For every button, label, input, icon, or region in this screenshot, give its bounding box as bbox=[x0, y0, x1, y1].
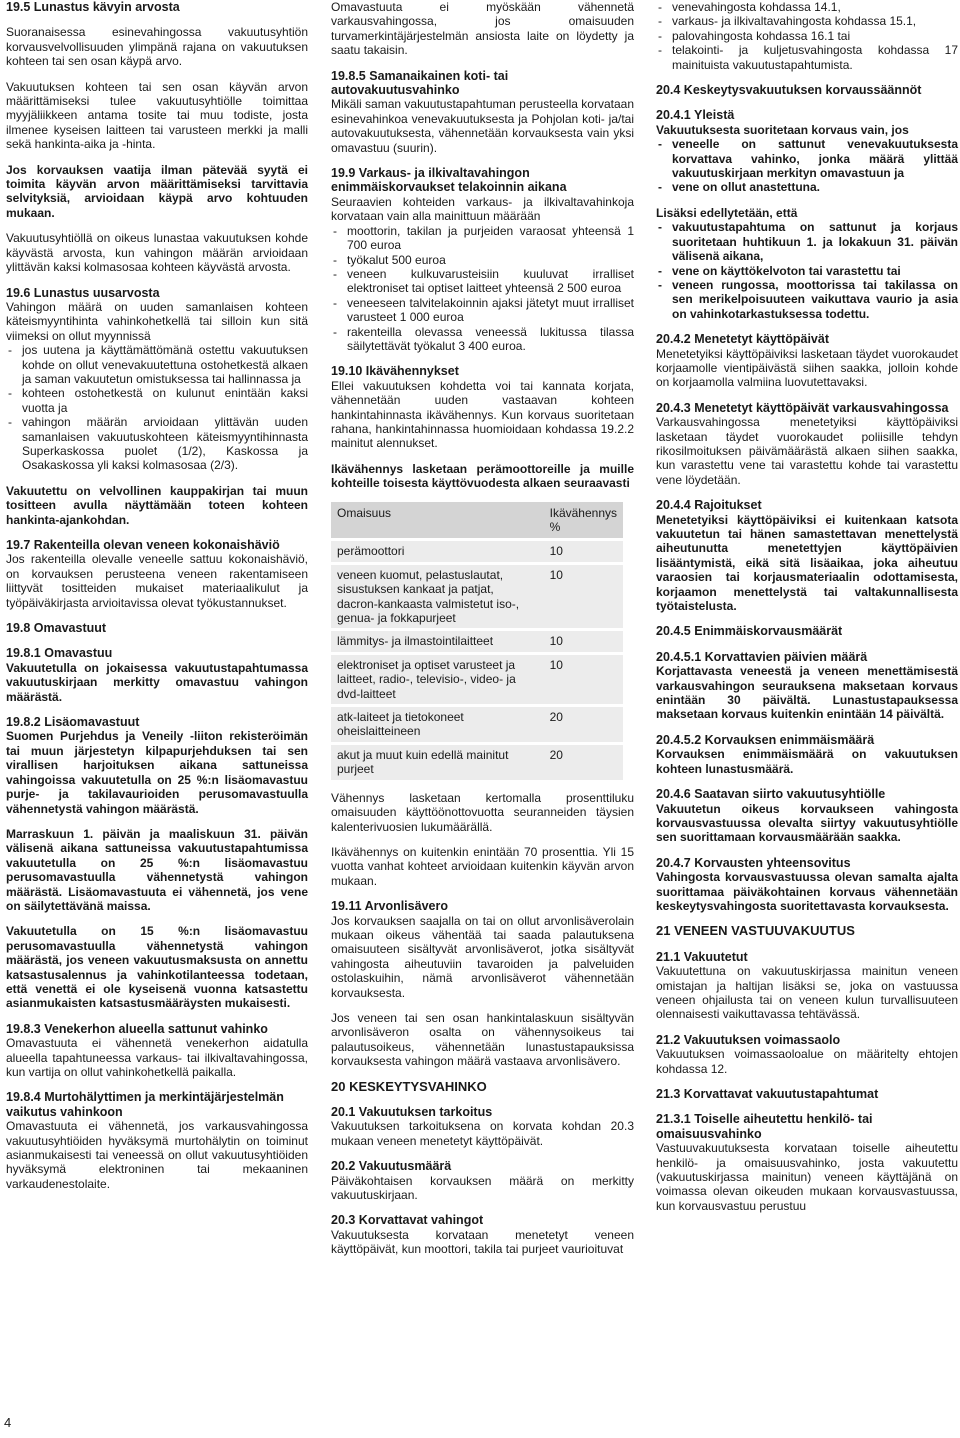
text-block bbox=[6, 538, 308, 610]
paragraph: Jos rakenteilla olevalle veneelle sattuu kokonaishäviö, on korvauksen perusteena veneen rakentamiseen liittyvät tositteiden mukaiset materiaalikulut ja työpäiväkirjasta arvioitavissa olevat työkustannukset. bbox=[6, 552, 308, 610]
section-heading: 21.2 Vakuutuksen voimassaolo bbox=[656, 1032, 841, 1047]
text-block bbox=[656, 950, 958, 1022]
section-heading: 19.5 Lunastus kävyin arvosta bbox=[6, 0, 180, 14]
paragraph: Korvauksen enimmäismäärä on vakuutuksen kohteen lunastusmäärä. bbox=[656, 747, 958, 776]
section-heading: 20.4.3 Menetetyt käyttöpäivät varkausvahingossa bbox=[656, 400, 949, 415]
section-heading: 20.3 Korvattavat vahingot bbox=[331, 1213, 484, 1228]
bold-paragraph: Jos korvauksen vaatija ilman pätevää syytä ei toimita käyvän arvon määrittämiseksi tarvittavia selvityksiä, arvioidaan käypä arvo kohtuuden mukaan. bbox=[6, 162, 308, 220]
text-block bbox=[331, 1159, 634, 1202]
paragraph: Omavastuuta ei vähennetä, jos varkausvahingossa vakuutusyhtiöiden hyväksymä murtohälytin on toiminut asianmukaisesti tai veneessä on ollut vakuutusyhtiöiden hyväksymä elektroninen tai mekaaninen varkaudenestolaite. bbox=[6, 1119, 308, 1191]
section-heading: 19.9 Varkaus- ja ilkivaltavahingon enimmäiskorvaukset telakoinnin aikana bbox=[331, 166, 567, 195]
paragraph: Vakuutusyhtiöllä on oikeus lunastaa vakuutuksen kohde käyvästä arvosta, kun vahingon määrän arvioidaan ylittävän kaksi kolmasosaa kohteen käyvästä arvosta. bbox=[6, 231, 308, 275]
paragraph: Jos korvauksen saajalla on tai on ollut arvonlisäverolain mukaan oikeus vähentää tai saada palautuksena omaisuuteen sisältyvät arvonlisäverot, jotka sisältyvät vahingosta aiheutuviin tavaroiden ja palveluiden ostolaskuihin, nämä arvonlisäverot vähennetään korvauksesta. bbox=[331, 913, 634, 1000]
paragraph: Jos veneen tai sen osan hankintalaskuun sisältyvän arvonlisäveron osalta on vähennysoikeus tai palautusoikeus, vähennetään lunastustapauksissa korvauksesta vahingon määrä vastaava arvonlisävero. bbox=[331, 1010, 634, 1069]
section-heading: 19.10 Ikävähennykset bbox=[331, 364, 459, 379]
paragraph: Päiväkohtaisen korvauksen määrä on merkitty vakuutuskirjaan. bbox=[331, 1173, 634, 1203]
list-item: - varkaus- ja ilkivaltavahingosta kohdassa 15.1, bbox=[656, 14, 958, 28]
list-item: - veneen rungossa, moottorissa tai takilassa on sen merikelpoisuuteen vaikuttava vaurio ja asia on vahinkotarkastuksessa todettu. bbox=[656, 278, 958, 321]
section-heading: 19.11 Arvonlisävero bbox=[331, 899, 448, 914]
list-item: - vene on ollut anastettuna. bbox=[656, 180, 958, 194]
paragraph: Menetetyiksi käyttöpäiviksi ei kuitenkaan katsota vakuutetun tai hänen samastettavan menettelystä aiheutunutta menetettyjen käyttöpäivien lisääntymistä, eikä sitä lisäaikaa, joka aiheutuu varaosien tai korjausmateriaalin odottamisesta, korjaamon menettelystä tai valtakunnallisesta työtaistelusta. bbox=[656, 512, 958, 614]
paragraph: Korjattavasta veneestä ja veneen menettämisestä varkausvahingon seurauksena maksetaan korvaus enintään 30 päivältä. Lunastustapauksessa maksetaan korvaus kuitenkin enintään 14 päivältä. bbox=[656, 664, 958, 722]
table-cell: lämmitys- ja ilmastointilaitteet bbox=[331, 630, 544, 653]
table-cell: akut ja muut kuin edellä mainitut purjeet bbox=[331, 743, 544, 779]
text-block bbox=[656, 787, 958, 845]
dash-list bbox=[331, 224, 634, 354]
section-heading: 19.8.2 Lisäomavastuut bbox=[6, 715, 140, 730]
paragraph: Vahingosta korvausvastuussa olevan samalta ajalta suorittamaa päiväkohtainen korvaus vähennetään keskeytysvahingosta suoritettavasta korvauksesta. bbox=[656, 870, 958, 913]
dash-list bbox=[656, 137, 958, 195]
list-item: - kohteen ostohetkestä on kulunut enintään kaksi vuotta ja bbox=[6, 386, 308, 415]
paragraph: Suomen Purjehdus ja Veneily -liiton rekisteröimän tai muun järjestetyn kilpapurjehduksen tai sen virallisen harjoituksen aikana sattuneissa vahingoissa vakuutetulla on 25 %:n lisäomavastuu purje- ja takilavaurioiden perusomavastuulla vähennetystä vahingon määrästä. bbox=[6, 729, 308, 816]
paragraph: Menetetyiksi käyttöpäiviksi lasketaan täydet vuorokaudet korjaamolle vientipäivästä siihen saakka, jolloin kohde on korjaamolla valmiina luovutettavaksi. bbox=[656, 346, 958, 390]
paragraph: Mikäli saman vakuutustapahtuman perusteella korvataan esinevahinkoa venevakuutuksesta ja Pohjolan koti- ja/tai autovakuutuksesta, vähennetään korvauksesta vain yksi omavastuu (suurin). bbox=[331, 97, 634, 155]
table-row bbox=[331, 563, 623, 630]
section-heading: 19.8.3 Venekerhon alueella sattunut vahinko bbox=[6, 1021, 268, 1036]
chapter-heading: 20 KESKEYTYSVAHINKO bbox=[331, 1078, 487, 1094]
bold-paragraph: Ikävähennys lasketaan perämoottoreille ja muille kohteille toisesta käyttövuodesta alkaen seuraavasti bbox=[331, 461, 634, 491]
table-cell: 10 bbox=[544, 630, 623, 653]
text-block bbox=[6, 163, 308, 221]
list-item: - vene on käyttökelvoton tai varastettu tai bbox=[656, 264, 958, 278]
table-cell: 20 bbox=[544, 706, 623, 744]
paragraph: Omavastuuta ei vähennetä venekerhon aidatulla alueella tapahtuneessa varkaus- tai ilkivaltavahingossa, kun vartija on ollut vahinkohetkellä paikalla. bbox=[6, 1036, 308, 1079]
paragraph: Ikävähennys on kuitenkin enintään 70 prosenttia. Yli 15 vuotta vanhat kohteet arvioidaan kuitenkin käyvän arvon mukaan. bbox=[331, 844, 634, 888]
text-block bbox=[6, 924, 308, 1010]
text-block bbox=[656, 0, 958, 72]
paragraph: Vastuuvakuutuksesta korvataan toiselle aiheutettu henkilö- ja omaisuusvahinko, josta vakuutettu (vakuutuskirjassa mainitun) veneen käyttäjänä on voimassa olevan oikeuden mukaan korvausvastuussa, kun korvausvastuu perustuu bbox=[656, 1141, 958, 1213]
bold-paragraph: Lisäksi edellytetään, että bbox=[656, 205, 798, 220]
table-cell: atk-laiteet ja tietokoneet oheislaitteineen bbox=[331, 706, 544, 744]
text-block bbox=[331, 791, 634, 834]
section-heading: 20.4.5 Enimmäiskorvausmäärät bbox=[656, 624, 843, 639]
section-heading: 19.8 Omavastuut bbox=[6, 621, 107, 636]
table-row bbox=[331, 540, 623, 563]
paragraph: Vakuutetun oikeus korvaukseen vahingosta korvausvastuussa olevalta siirtyy vakuutusyhtiölle sen suorittamaan korvausmäärään saakka. bbox=[656, 801, 958, 845]
column-left bbox=[6, 0, 308, 1202]
text-block bbox=[331, 69, 634, 155]
table-cell: veneen kuomut, pelastuslautat, sisustuksen kankaat ja patjat, dacron-kankaasta valmistetut iso-, genua- ja fokkapurjeet bbox=[331, 563, 544, 630]
table-cell: 10 bbox=[544, 540, 623, 563]
dash-list bbox=[656, 220, 958, 321]
section-heading: 20.4.2 Menetetyt käyttöpäivät bbox=[656, 332, 829, 347]
text-block bbox=[6, 715, 308, 816]
table-row bbox=[331, 706, 623, 744]
table-row bbox=[331, 743, 623, 779]
paragraph: Suoranaisessa esinevahingossa vakuutusyhtiön korvausvelvollisuuden ylimpänä rajana on vakuutuksen kohteen tai sen osan käypä arvo. bbox=[6, 25, 308, 69]
section-heading: 19.8.5 Samanaikainen koti- tai autovakuutusvahinko bbox=[331, 68, 509, 98]
list-item: - moottorin, takilan ja purjeiden varaosat yhteensä 1 700 euroa bbox=[331, 224, 634, 253]
page-number: 4 bbox=[4, 1414, 12, 1430]
text-block bbox=[656, 1112, 958, 1213]
table-cell: elektroniset ja optiset varusteet ja laitteet, radio-, televisio-, video- ja dvd-laitteet bbox=[331, 653, 544, 705]
text-block bbox=[6, 484, 308, 527]
text-block bbox=[6, 231, 308, 274]
section-heading: 19.7 Rakenteilla olevan veneen kokonaishäviö bbox=[6, 538, 280, 552]
text-block bbox=[6, 0, 308, 14]
section-heading: 19.8.4 Murtohälyttimen ja merkintäjärjestelmän vaikutus vahinkoon bbox=[6, 1090, 284, 1119]
text-block bbox=[331, 0, 634, 58]
section-heading: 20.4.7 Korvausten yhteensovitus bbox=[656, 855, 851, 870]
bold-paragraph: Vakuutetulla on 15 %:n lisäomavastuu perusomavastuulla vähennetystä vahingon määrästä, jos veneen vakuutusmaksusta on annettu katsastusalennus ja vahinkotilanteessa todetaan, että venettä ei ole kyseisenä vuonna katsastettu asianmukaisten katsastusmääräysten mukaisesti. bbox=[6, 924, 308, 1011]
bold-paragraph: Vakuutettu on velvollinen kauppakirjan tai muun tositteen avulla näyttämään toteen kohteen hankinta-ajankohdan. bbox=[6, 483, 308, 527]
list-item: - jos uutena ja käyttämättömänä ostettu vakuutuksen kohde on ollut venevakuutettuna ostohetkestä alkaen ja saman vakuutetun omistuksessa tai hallinnassa ja bbox=[6, 343, 308, 386]
section-heading: 21.3.1 Toiselle aiheutettu henkilö- tai omaisuusvahinko bbox=[656, 1112, 873, 1141]
paragraph: Omavastuuta ei myöskään vähennetä varkausvahingossa, jos omaisuuden turvamerkintäjärjestelmän ansiosta laite on löydetty ja saatu takaisin. bbox=[331, 0, 634, 58]
table-header-row bbox=[331, 502, 623, 540]
list-item: - veneeseen talvitelakoinnin ajaksi jätetyt muut irralliset varusteet 1 000 euroa bbox=[331, 296, 634, 325]
paragraph: Varkausvahingossa menetetyiksi käyttöpäiviksi lasketaan täydet vuorokaudet poliisille tehdyn rikosilmoituksen päivämäärästä alkaen siihen saakka, kun varastettu vene tai varastettu kohde tai varastettu vene löydetään. bbox=[656, 415, 958, 487]
list-item: - telakointi- ja kuljetusvahingosta kohdassa 17 mainituista vakuutustapahtumista. bbox=[656, 43, 958, 72]
text-block bbox=[656, 924, 958, 938]
section-heading: 20.2 Vakuutusmäärä bbox=[331, 1159, 452, 1174]
bold-paragraph: Vakuutuksesta suoritetaan korvaus vain, jos bbox=[656, 122, 909, 137]
section-heading: 21.1 Vakuutetut bbox=[656, 949, 748, 964]
section-heading: 20.4.1 Yleistä bbox=[656, 108, 735, 123]
text-block bbox=[656, 206, 958, 321]
text-block bbox=[656, 401, 958, 487]
text-block bbox=[656, 1087, 958, 1101]
paragraph: Vakuutuksen tarkoituksena on korvata kohdan 20.3 mukaan veneen menetetyt käyttöpäivät. bbox=[331, 1119, 634, 1148]
text-block bbox=[6, 1022, 308, 1080]
chapter-heading: 21 VENEEN VASTUUVAKUUTUS bbox=[656, 923, 855, 939]
paragraph: Vakuutuksen kohteen tai sen osan käyvän arvon määrittämiseksi tulee vakuutusyhtiölle toimittaa myyjäliikkeen antama tosite tai muu todiste, josta ilmenee kyseisen laitteen tai varusteen merkki ja malli sekä hankinta-aika ja -hinta. bbox=[6, 79, 308, 152]
section-heading: 19.8.1 Omavastuu bbox=[6, 646, 113, 661]
text-block bbox=[331, 364, 634, 450]
list-item: - työkalut 500 euroa bbox=[331, 253, 634, 267]
table-header-cell: Ikävähennys % bbox=[544, 502, 623, 540]
text-block bbox=[656, 108, 958, 194]
dash-list bbox=[656, 0, 958, 72]
paragraph: Seuraavien kohteiden varkaus- ja ilkivaltavahinkoja korvataan vain alla mainittuun määrään bbox=[331, 194, 634, 224]
section-heading: 21.3 Korvattavat vakuutustapahtumat bbox=[656, 1087, 879, 1101]
dash-list bbox=[6, 343, 308, 473]
paragraph: Vähennys lasketaan kertomalla prosenttiluku omaisuuden käyttöönottovuotta seuranneiden täysien kalenterivuosien lukumäärällä. bbox=[331, 790, 634, 834]
text-block bbox=[656, 83, 958, 97]
text-block bbox=[331, 1105, 634, 1148]
paragraph: Vakuutetulla on jokaisessa vakuutustapahtumassa vakuutuskirjaan merkitty omavastuu vahingon määrästä. bbox=[6, 660, 308, 704]
table-cell: 10 bbox=[544, 653, 623, 705]
text-block bbox=[6, 286, 308, 473]
depreciation-table bbox=[331, 502, 623, 780]
text-block bbox=[331, 462, 634, 491]
text-block bbox=[331, 1080, 634, 1094]
text-block bbox=[331, 1011, 634, 1069]
text-block bbox=[331, 899, 634, 1000]
text-block bbox=[331, 845, 634, 888]
table-row bbox=[331, 630, 623, 653]
table-cell: perämoottori bbox=[331, 540, 544, 563]
text-block bbox=[6, 827, 308, 913]
paragraph: Vakuutuksen voimassaoloalue on määritelty ehtojen kohdassa 12. bbox=[656, 1047, 958, 1076]
text-block bbox=[6, 25, 308, 68]
section-heading: 20.4.5.1 Korvattavien päivien määrä bbox=[656, 649, 868, 664]
section-heading: 20.4.4 Rajoitukset bbox=[656, 498, 762, 513]
text-block bbox=[6, 1090, 308, 1191]
column-middle bbox=[331, 0, 634, 1268]
list-item: - palovahingosta kohdassa 16.1 tai bbox=[656, 29, 958, 43]
table-cell: 20 bbox=[544, 743, 623, 779]
text-block bbox=[6, 646, 308, 704]
text-block bbox=[656, 650, 958, 722]
paragraph: Vakuutettuna on vakuutuskirjassa mainitun veneen omistajan ja haltijan lisäksi se, joka on vastuussa veneen ohjailusta tai on veneen kulun turvallisuuteen olennaisesti vaikuttavassa tehtävässä. bbox=[656, 964, 958, 1022]
text-block bbox=[656, 856, 958, 914]
text-block bbox=[331, 166, 634, 353]
text-block bbox=[656, 498, 958, 613]
column-right bbox=[656, 0, 958, 1224]
text-block bbox=[656, 332, 958, 390]
section-heading: 20.1 Vakuutuksen tarkoitus bbox=[331, 1105, 493, 1119]
text-block bbox=[656, 624, 958, 638]
text-block bbox=[656, 733, 958, 776]
text-block bbox=[6, 80, 308, 152]
list-item: - veneelle on sattunut venevakuutuksesta korvattava vahinko, jonka määrä ylittää vakuutuskirjaan merkityn omavastuun ja bbox=[656, 137, 958, 180]
table-row bbox=[331, 653, 623, 705]
list-item: - veneen kulkuvarusteisiin kuuluvat irralliset elektroniset tai optiset laitteet yhteensä 2 500 euroa bbox=[331, 267, 634, 296]
bold-paragraph: Marraskuun 1. päivän ja maaliskuun 31. päivän välisenä aikana sattuneissa vakuutustapahtumissa vakuutetulla on 25 %:n lisäomavastuu perusomavastuulla vähennetystä vahingon määrästä. Lisäomavastuuta ei vähennetä, jos vene on säilytettävänä maissa. bbox=[6, 826, 308, 913]
section-heading: 20.4.6 Saatavan siirto vakuutusyhtiölle bbox=[656, 787, 886, 802]
text-block bbox=[6, 621, 308, 635]
section-heading: 20.4.5.2 Korvauksen enimmäismäärä bbox=[656, 732, 875, 747]
list-item: - rakenteilla olevassa veneessä lukitussa tilassa säilytettävät työkalut 3 400 euroa. bbox=[331, 325, 634, 354]
list-item: - venevahingosta kohdassa 14.1, bbox=[656, 0, 958, 14]
paragraph: Vahingon määrä on uuden samanlaisen kohteen käteismyyntihinta vahinkohetkellä tai silloin kun sitä viimeksi on ollut myynnissä bbox=[6, 299, 308, 343]
paragraph: Vakuutuksesta korvataan menetetyt veneen käyttöpäivät, kun moottori, takila tai purjeet vaurioituvat bbox=[331, 1227, 634, 1257]
section-heading: 19.6 Lunastus uusarvosta bbox=[6, 285, 160, 300]
list-item: - vakuutustapahtuma on sattunut ja korjaus suoritetaan huhtikuun 1. ja lokakuun 31. päivän välisenä aikana, bbox=[656, 220, 958, 263]
table-cell: 10 bbox=[544, 563, 623, 630]
section-heading: 20.4 Keskeytysvakuutuksen korvaussäännöt bbox=[656, 83, 922, 98]
text-block bbox=[656, 1033, 958, 1076]
table-header-cell: Omaisuus bbox=[331, 502, 544, 540]
paragraph: Ellei vakuutuksen kohdetta voi tai kannata korjata, vähennetään uuden vastaavan kohteen hankintahinnasta ikävähennys. Kun korvaus suoritetaan rahana, hankintahinnassa huomioidaan kohdassa 19.2.2 mainitut alennukset. bbox=[331, 378, 634, 451]
text-block bbox=[331, 1213, 634, 1256]
list-item: - vahingon määrän arvioidaan ylittävän uuden samanlaisen vakuutuskohteen käteismyyntihinnasta Superkaskossa puolet (1/2), Kaskossa ja Osakaskossa yli kaksi kolmasosaa (2/3). bbox=[6, 415, 308, 473]
